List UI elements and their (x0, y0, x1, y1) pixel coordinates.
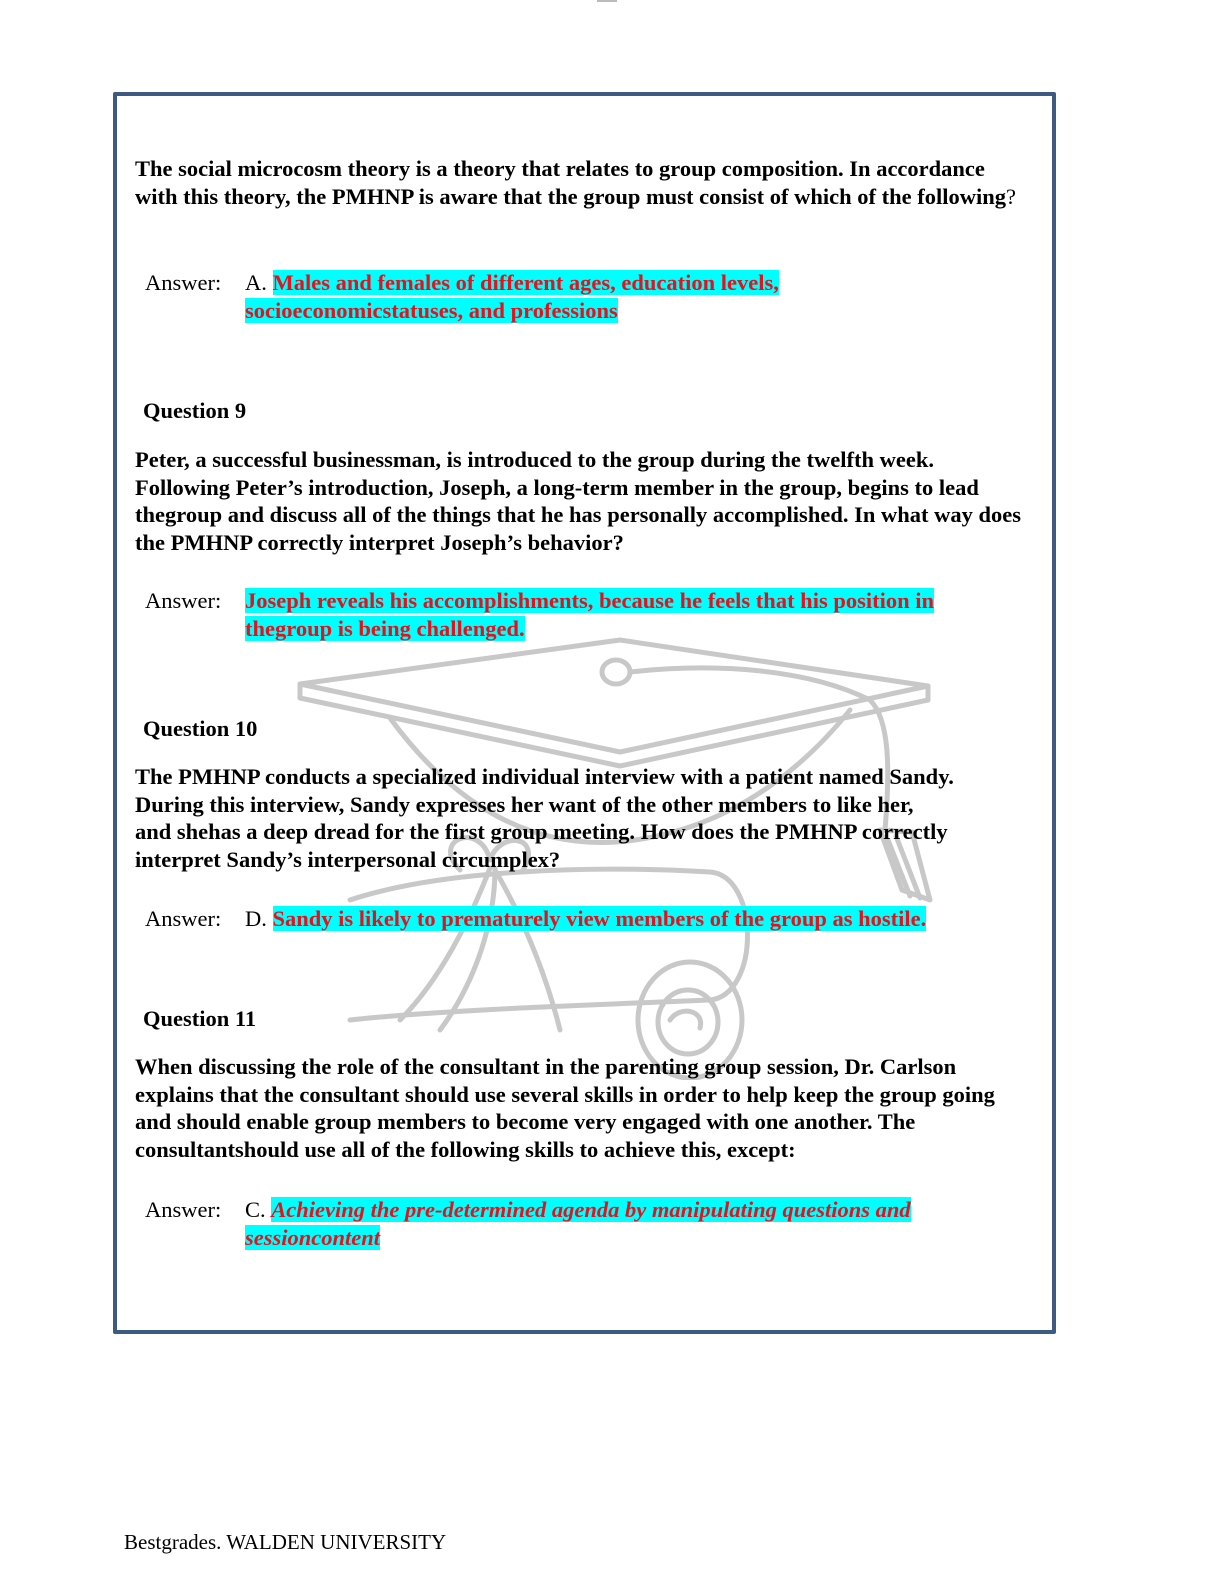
answer-label: Answer: (145, 1197, 222, 1222)
answer-11 (245, 1196, 965, 1252)
highlighted-answer: Joseph reveals his accomplishments, because he feels that his position in thegroup is being challenged. (245, 588, 934, 641)
answer-10 (245, 905, 1005, 933)
answer-letter: D. (245, 906, 267, 931)
top-mark (597, 0, 617, 2)
answer-letter: C. (245, 1197, 266, 1222)
question-10-text: The PMHNP conducts a specialized individual interview with a patient named Sandy. During this interview, Sandy expresses her want of the other members to like her, and shehas a deep dread for the first group meeting. How does the PMHNP correctly interpret Sandy’s interpersonal circumplex? (135, 764, 954, 872)
answer-label: Answer: (145, 588, 222, 613)
highlighted-answer: Sandy is likely to prematurely view members of the group as hostile. (272, 906, 927, 931)
answer-label: Answer: (145, 906, 222, 931)
answer-letter: A. (245, 270, 267, 295)
question-9-heading: Question 9 (143, 398, 247, 423)
answer-9 (245, 587, 955, 643)
answer-8 (245, 269, 975, 325)
highlighted-answer: Achieving the pre-determined agenda by manipulating questions and sessioncontent (245, 1197, 911, 1250)
question-10-heading: Question 10 (143, 716, 258, 741)
question-8-text: The social microcosm theory is a theory that relates to group composition. In accordance with this theory, the PMHNP is aware that the group must consist of which of the following? (135, 156, 1017, 209)
footer: Bestgrades. WALDEN UNIVERSITY (124, 1530, 447, 1554)
highlighted-answer: Males and females of different ages, education levels, socioeconomicstatuses, and professions (245, 270, 779, 323)
question-11-text: When discussing the role of the consultant in the parenting group session, Dr. Carlson explains that the consultant should use several skills in order to help keep the group going and should enable group members to become very engaged with one another. The consultantshould use all of the following skills to achieve this, except: (135, 1054, 995, 1162)
question-11-heading: Question 11 (143, 1006, 257, 1031)
question-9-text: Peter, a successful businessman, is introduced to the group during the twelfth week. Following Peter’s introduction, Joseph, a long-term member in the group, begins to lead thegroup and discuss all of the things that he has personally accomplished. In what way does the PMHNP correctly interpret Joseph’s behavior? (135, 447, 1021, 555)
answer-label: Answer: (145, 270, 222, 295)
